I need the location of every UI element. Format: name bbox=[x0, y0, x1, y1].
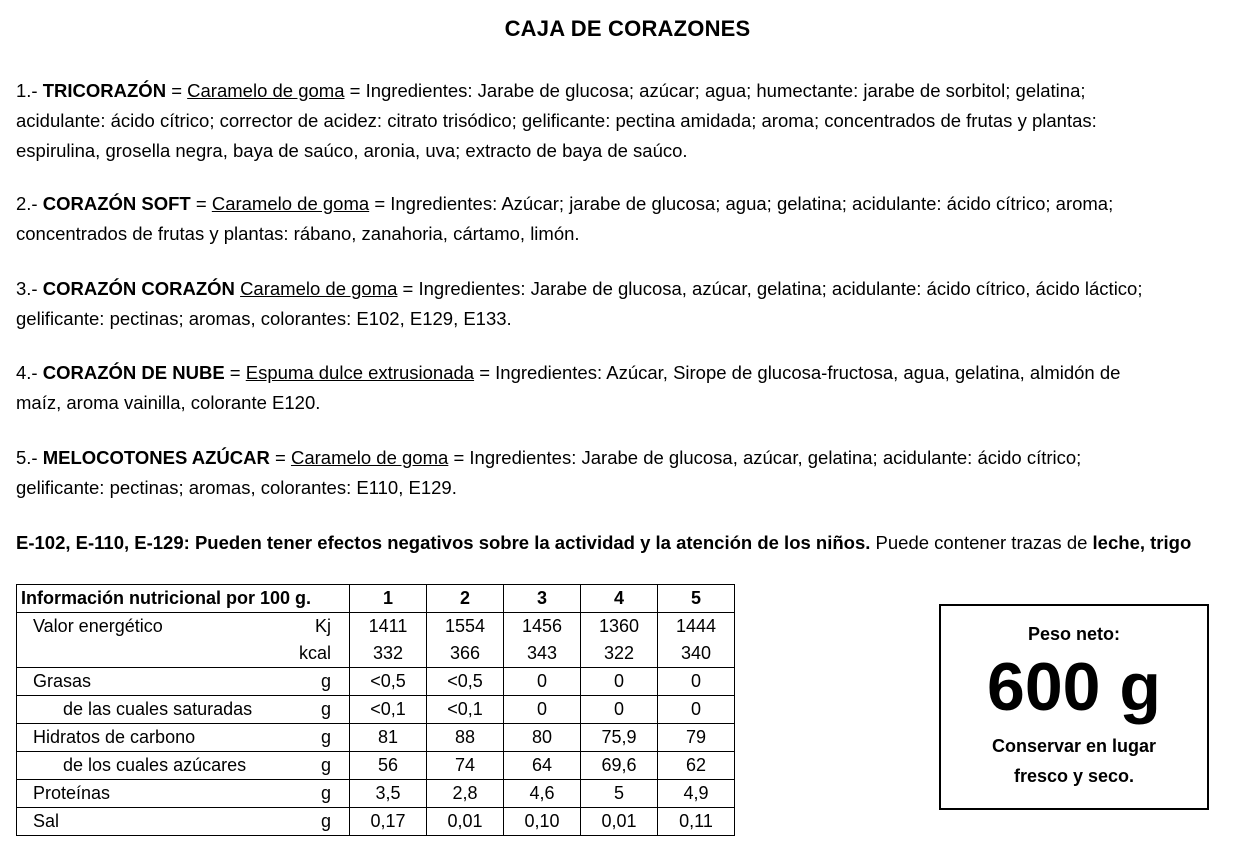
column-header: 1 bbox=[350, 585, 427, 613]
table-row bbox=[17, 724, 735, 752]
ingredients-line: = Ingredientes: Azúcar; jarabe de glucosa; agua; gelatina; acidulante: ácido cítrico; aroma; bbox=[374, 193, 1114, 214]
product-name: CORAZÓN CORAZÓN bbox=[42, 278, 235, 299]
ingredients-line: gelificante: pectinas; aromas, colorantes: E102, E129, E133. bbox=[16, 308, 512, 329]
table-row bbox=[17, 696, 735, 724]
ingredients-line: = Ingredientes: Jarabe de glucosa, azúcar, gelatina; acidulante: ácido cítrico; bbox=[453, 447, 1082, 468]
cell-value: 81 bbox=[350, 724, 427, 752]
product-3 bbox=[16, 274, 1251, 334]
cell-value: 343 bbox=[526, 643, 558, 663]
cell-value: 0 bbox=[504, 696, 581, 724]
ingredients-line: gelificante: pectinas; aromas, colorantes: E110, E129. bbox=[16, 477, 457, 498]
row-label: de los cuales azúcares bbox=[63, 755, 247, 775]
traces-text: Puede contener trazas de bbox=[870, 532, 1093, 553]
cell-value: 4,9 bbox=[658, 780, 735, 808]
row-unit: g bbox=[320, 755, 331, 775]
product-name: CORAZÓN DE NUBE bbox=[42, 362, 225, 383]
nutrition-header-label: Información nutricional por 100 g. bbox=[17, 585, 350, 613]
net-weight-box bbox=[939, 604, 1209, 810]
product-type: Espuma dulce extrusionada bbox=[245, 362, 475, 383]
product-name: MELOCOTONES AZÚCAR bbox=[42, 447, 270, 468]
unit-kcal: kcal bbox=[298, 643, 331, 663]
product-number: 3.- bbox=[16, 278, 38, 299]
cell-value: 56 bbox=[350, 752, 427, 780]
ingredients-line: = Ingredientes: Jarabe de glucosa; azúcar; agua; humectante: jarabe de sorbitol; gelatina; bbox=[349, 80, 1086, 101]
ingredients-line: espirulina, grosella negra, baya de saúco, aronia, uva; extracto de baya de saúco. bbox=[16, 140, 688, 161]
row-label: Grasas bbox=[33, 671, 92, 691]
row-label: Proteínas bbox=[33, 783, 111, 803]
cell-value: 74 bbox=[427, 752, 504, 780]
cell-value: 1444 bbox=[675, 616, 717, 636]
cell-value: 1360 bbox=[598, 616, 640, 636]
net-weight-label: Peso neto: bbox=[1027, 624, 1120, 644]
storage-line: fresco y seco. bbox=[1013, 766, 1135, 786]
allergen-separator: , bbox=[1139, 532, 1151, 553]
cell-value: 0,01 bbox=[581, 808, 658, 836]
storage-line: Conservar en lugar bbox=[991, 736, 1157, 756]
cell-value: <0,5 bbox=[427, 668, 504, 696]
allergen-warning bbox=[16, 528, 1255, 558]
cell-value: 0 bbox=[658, 668, 735, 696]
cell-value: 340 bbox=[680, 643, 712, 663]
table-row bbox=[17, 808, 735, 836]
cell-value: 0 bbox=[581, 668, 658, 696]
ingredients-line: = Ingredientes: Jarabe de glucosa, azúcar, gelatina; acidulante: ácido cítrico, ácido láctico; bbox=[402, 278, 1143, 299]
row-unit: g bbox=[320, 811, 331, 831]
row-unit: g bbox=[320, 699, 331, 719]
cell-value: 64 bbox=[504, 752, 581, 780]
document-title: CAJA DE CORAZONES bbox=[504, 16, 751, 41]
cell-value: 79 bbox=[658, 724, 735, 752]
unit-kj: Kj bbox=[314, 616, 331, 636]
cell-value: 75,9 bbox=[581, 724, 658, 752]
cell-value: 5 bbox=[581, 780, 658, 808]
product-2: 2.- CORAZÓN SOFT = Caramelo de goma = Ingredientes: Azúcar; jarabe de glucosa; agua; gelatina; acidulante: ácido cítrico; aroma; concentrados de frutas y plantas: rábano, zanahoria, cártamo, limón. bbox=[16, 189, 1251, 249]
product-4: 4.- CORAZÓN DE NUBE = Espuma dulce extrusionada = Ingredientes: Azúcar, Sirope de glucosa-fructosa, agua, gelatina, almidón de maíz, aroma vainilla, colorante E120. bbox=[16, 358, 1251, 418]
cell-value: 69,6 bbox=[581, 752, 658, 780]
cell-value: 332 bbox=[372, 643, 404, 663]
cell-value: 88 bbox=[427, 724, 504, 752]
additive-warning: E-102, E-110, E-129: Pueden tener efectos negativos sobre la actividad y la atención de los niños. bbox=[16, 532, 871, 553]
row-label: Valor energético bbox=[33, 616, 163, 636]
cell-value: 0 bbox=[581, 696, 658, 724]
ingredients-line: = Ingredientes: Azúcar, Sirope de glucosa-fructosa, agua, gelatina, almidón de bbox=[479, 362, 1121, 383]
storage-instructions bbox=[941, 731, 1207, 791]
product-type: Caramelo de goma bbox=[211, 193, 370, 214]
column-header: 5 bbox=[658, 585, 735, 613]
nutrition-table bbox=[16, 584, 735, 836]
cell-value: 366 bbox=[449, 643, 481, 663]
cell-value: 0,10 bbox=[504, 808, 581, 836]
ingredients-line: maíz, aroma vainilla, colorante E120. bbox=[16, 392, 321, 413]
cell-value: 2,8 bbox=[427, 780, 504, 808]
cell-value: 80 bbox=[504, 724, 581, 752]
product-name: TRICORAZÓN bbox=[42, 80, 167, 101]
product-type: Caramelo de goma bbox=[240, 278, 398, 299]
product-name: CORAZÓN SOFT bbox=[42, 193, 191, 214]
cell-value: <0,1 bbox=[427, 696, 504, 724]
cell-value: 0,01 bbox=[427, 808, 504, 836]
row-unit: g bbox=[320, 671, 331, 691]
cell-value: 0,11 bbox=[658, 808, 735, 836]
row-unit: g bbox=[320, 727, 331, 747]
row-label: de las cuales saturadas bbox=[63, 699, 253, 719]
column-header: 4 bbox=[581, 585, 658, 613]
row-label: Sal bbox=[33, 811, 60, 831]
cell-value: <0,5 bbox=[350, 668, 427, 696]
product-number: 4.- bbox=[16, 362, 38, 383]
table-header-row bbox=[17, 585, 735, 613]
cell-value: 0 bbox=[504, 668, 581, 696]
cell-value: 1554 bbox=[444, 616, 486, 636]
product-5: 5.- MELOCOTONES AZÚCAR = Caramelo de goma = Ingredientes: Jarabe de glucosa, azúcar, gelatina; acidulante: ácido cítrico; gelificante: pectinas; aromas, colorantes: E110, E129. bbox=[16, 443, 1251, 503]
cell-value: 62 bbox=[658, 752, 735, 780]
cell-value: 0 bbox=[658, 696, 735, 724]
product-type: Caramelo de goma bbox=[187, 80, 345, 101]
product-1: 1.- TRICORAZÓN = Caramelo de goma = Ingredientes: Jarabe de glucosa; azúcar; agua; humectante: jarabe de sorbitol; gelatina; acidulante: ácido cítrico; corrector de acidez: citrato trisódico; gelificante: pectina amidada; aroma; concentrados de frutas y plantas: espirulina, grosella negra, baya de saúco, aronia, uva; extracto de baya de saúco. bbox=[16, 76, 1251, 166]
column-header: 2 bbox=[427, 585, 504, 613]
table-row bbox=[17, 668, 735, 696]
cell-value: 0,17 bbox=[350, 808, 427, 836]
allergen-wheat: trigo bbox=[1150, 532, 1192, 553]
cell-value: 1411 bbox=[368, 616, 408, 636]
product-number: 1.- bbox=[16, 80, 38, 101]
cell-value: 1456 bbox=[521, 616, 563, 636]
ingredients-line: concentrados de frutas y plantas: rábano, zanahoria, cártamo, limón. bbox=[16, 223, 580, 244]
product-number: 5.- bbox=[16, 447, 38, 468]
row-label: Hidratos de carbono bbox=[33, 727, 196, 747]
product-type: Caramelo de goma bbox=[290, 447, 449, 468]
table-row bbox=[17, 752, 735, 780]
table-row-energy bbox=[17, 613, 735, 668]
ingredients-line: acidulante: ácido cítrico; corrector de acidez: citrato trisódico; gelificante: pectina amidada; aroma; concentrados de frutas y plantas: bbox=[16, 110, 1097, 131]
net-weight-value: 600 g bbox=[987, 649, 1161, 725]
cell-value: <0,1 bbox=[350, 696, 427, 724]
allergen-milk: leche bbox=[1092, 532, 1140, 553]
cell-value: 4,6 bbox=[504, 780, 581, 808]
table-row bbox=[17, 780, 735, 808]
cell-value: 3,5 bbox=[350, 780, 427, 808]
column-header: 3 bbox=[504, 585, 581, 613]
cell-value: 322 bbox=[603, 643, 635, 663]
row-unit: g bbox=[320, 783, 331, 803]
product-number: 2.- bbox=[16, 193, 38, 214]
